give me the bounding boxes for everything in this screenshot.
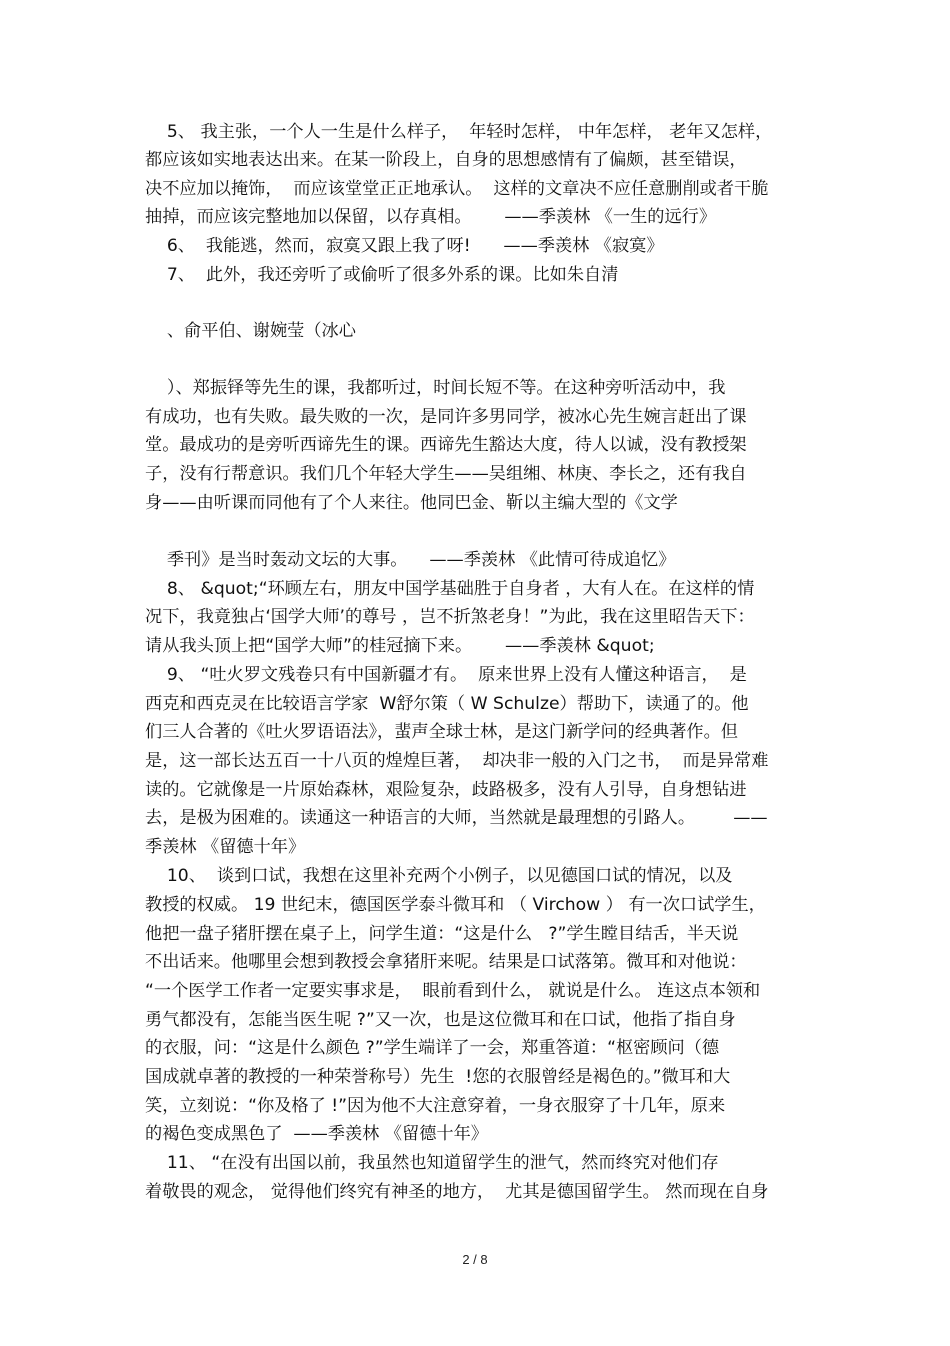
text-line: ）、郑振铎等先生的课，我都听过，时间长短不等。在这种旁听活动中，我 — [145, 378, 726, 398]
text-line: 笑，立刻说：“你及格了 !”因为他不大注意穿着，一身衣服穿了十几年，原来 — [145, 1096, 726, 1116]
text-line: 读的。它就像是一片原始森林，艰险复杂，歧路极多，没有人引导，自身想钻进 — [145, 780, 747, 800]
text-line: 堂。最成功的是旁听西谛先生的课。西谛先生豁达大度，待人以诚，没有教授架 — [145, 435, 747, 455]
text-line: 子，没有行帮意识。我们几个年轻大学生——吴组缃、林庚、李长之，还有我自 — [145, 464, 747, 484]
text-line: 他把一盘子猪肝摆在桌子上，问学生道：“这是什么 ?”学生瞠目结舌，半天说 — [145, 924, 739, 944]
text-line: 国成就卓著的教授的一种荣誉称号）先生 !您的衣服曾经是褐色的。”微耳和大 — [145, 1067, 731, 1087]
text-line: 7、 此外，我还旁听了或偷听了很多外系的课。比如朱自清 — [145, 265, 619, 285]
text-line: “一个医学工作者一定要实事求是， 眼前看到什么， 就说是什么。 连这点本领和 — [145, 981, 761, 1001]
page-number: 2 / 8 — [462, 1252, 488, 1267]
text-line: 6、 我能逃，然而，寂寞又跟上我了呀! ——季羡林 《寂寞》 — [145, 236, 664, 256]
text-line: 、俞平伯、谢婉莹（冰心 — [145, 321, 356, 341]
text-line: 的褐色变成黑色了 ——季羡林 《留德十年》 — [145, 1124, 488, 1144]
text-line: 勇气都没有，怎能当医生呢 ?”又一次，也是这位微耳和在口试，他指了指自身 — [145, 1010, 736, 1030]
text-line: 去，是极为困难的。读通这一种语言的大师，当然就是最理想的引路人。 —— — [145, 808, 768, 828]
text-line: 季羡林 《留德十年》 — [145, 837, 306, 857]
text-line: 10、 谈到口试，我想在这里补充两个小例子，以见德国口试的情况，以及 — [145, 866, 733, 886]
text-line: 的衣服，问：“这是什么颜色 ?”学生端详了一会，郑重答道：“枢密顾问（德 — [145, 1038, 720, 1058]
text-line: 况下，我竟独占‘国学大师’的尊号 ，岂不折煞老身！”为此，我在这里昭告天下： — [145, 607, 755, 627]
text-line: 着敬畏的观念， 觉得他们终究有神圣的地方， 尤其是德国留学生。 然而现在自身 — [145, 1182, 769, 1202]
text-line: 们三人合著的《吐火罗语语法》，蜚声全球士林，是这门新学问的经典著作。但 — [145, 722, 738, 742]
text-line: 不出话来。他哪里会想到教授会拿猪肝来呢。结果是口试落第。微耳和对他说： — [145, 952, 747, 972]
text-line: 是，这一部长达五百一十八页的煌煌巨著， 却决非一般的入门之书， 而是异常难 — [145, 751, 769, 771]
text-line: 请从我头顶上把“国学大师”的桂冠摘下来。 ——季羡林 &quot; — [145, 636, 655, 656]
text-line: 决不应加以掩饰， 而应该堂堂正正地承认。 这样的文章决不应任意删削或者干脆 — [145, 179, 769, 199]
text-line: 有成功，也有失败。最失败的一次，是同许多男同学，被冰心先生婉言赶出了课 — [145, 407, 747, 427]
text-line: 5、 我主张，一个人一生是什么样子， 年轻时怎样， 中年怎样， 老年又怎样， — [145, 122, 773, 142]
text-line: 9、 “吐火罗文残卷只有中国新疆才有。 原来世界上没有人懂这种语言， 是 — [145, 665, 747, 685]
text-line: 都应该如实地表达出来。在某一阶段上，自身的思想感情有了偏颇，甚至错误， — [145, 150, 747, 170]
text-line: 11、 “在没有出国以前，我虽然也知道留学生的泄气，然而终究对他们存 — [145, 1153, 719, 1173]
text-line: 季刊》是当时轰动文坛的大事。 ——季羡林 《此情可待成追忆》 — [145, 550, 676, 570]
text-line: 抽掉，而应该完整地加以保留，以存真相。 ——季羡林 《一生的远行》 — [145, 207, 717, 227]
text-line: 8、 &quot;“环顾左右，朋友中国学基础胜于自身者 ，大有人在。在这样的情 — [145, 579, 755, 599]
text-line: 身——由听课而同他有了个人来往。他同巴金、靳以主编大型的《文学 — [145, 493, 678, 513]
text-line: 教授的权威。 19 世纪末，德国医学泰斗微耳和 （ Virchow ） 有一次口试学生， — [145, 895, 766, 915]
text-line: 西克和西克灵在比较语言学家 W舒尔策（ W Schulze）帮助下，读通了的。他 — [145, 694, 749, 714]
